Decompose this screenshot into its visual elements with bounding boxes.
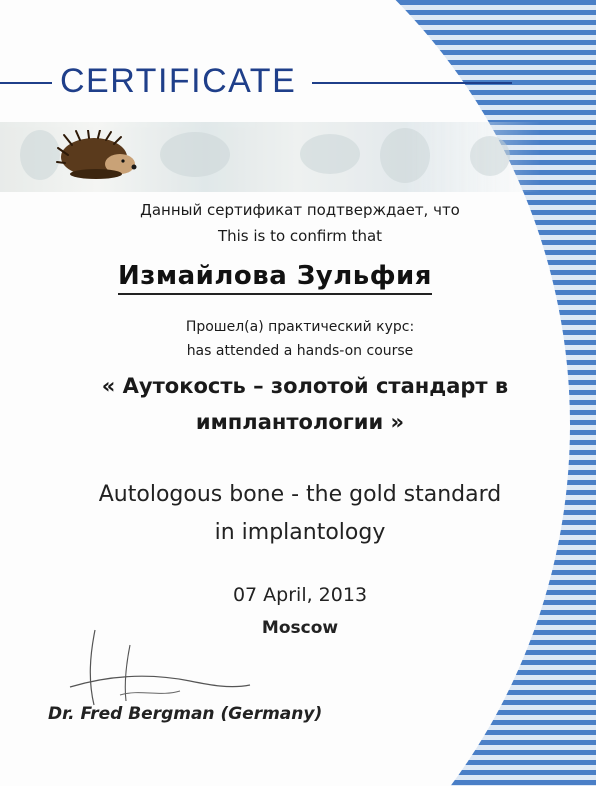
recipient-name: Измайлова Зульфия — [118, 261, 432, 295]
attended-text-en: has attended a hands-on course — [186, 343, 414, 359]
course-date: 07 April, 2013 — [232, 584, 368, 606]
signature-icon — [60, 625, 260, 715]
certificate-title: CERTIFICATE — [60, 62, 297, 100]
attended-text-ru: Прошел(а) практический курс: — [185, 319, 415, 335]
course-title-ru-line1: « Аутокость – золотой стандарт в — [101, 374, 509, 398]
header-rule-left — [0, 82, 52, 84]
intro-text-en: This is to confirm that — [217, 227, 383, 245]
course-title-en-line2: in implantology — [214, 520, 386, 545]
header-rule-right — [312, 82, 512, 84]
course-title-ru-line2: имплантологии » — [195, 410, 405, 434]
signer-name: Dr. Fred Bergman (Germany) — [48, 704, 323, 724]
course-title-en-line1: Autologous bone - the gold standard — [98, 482, 502, 507]
hedgehog-icon — [56, 130, 138, 182]
course-city: Moscow — [261, 618, 339, 638]
intro-text-ru: Данный сертификат подтверждает, что — [140, 201, 460, 219]
